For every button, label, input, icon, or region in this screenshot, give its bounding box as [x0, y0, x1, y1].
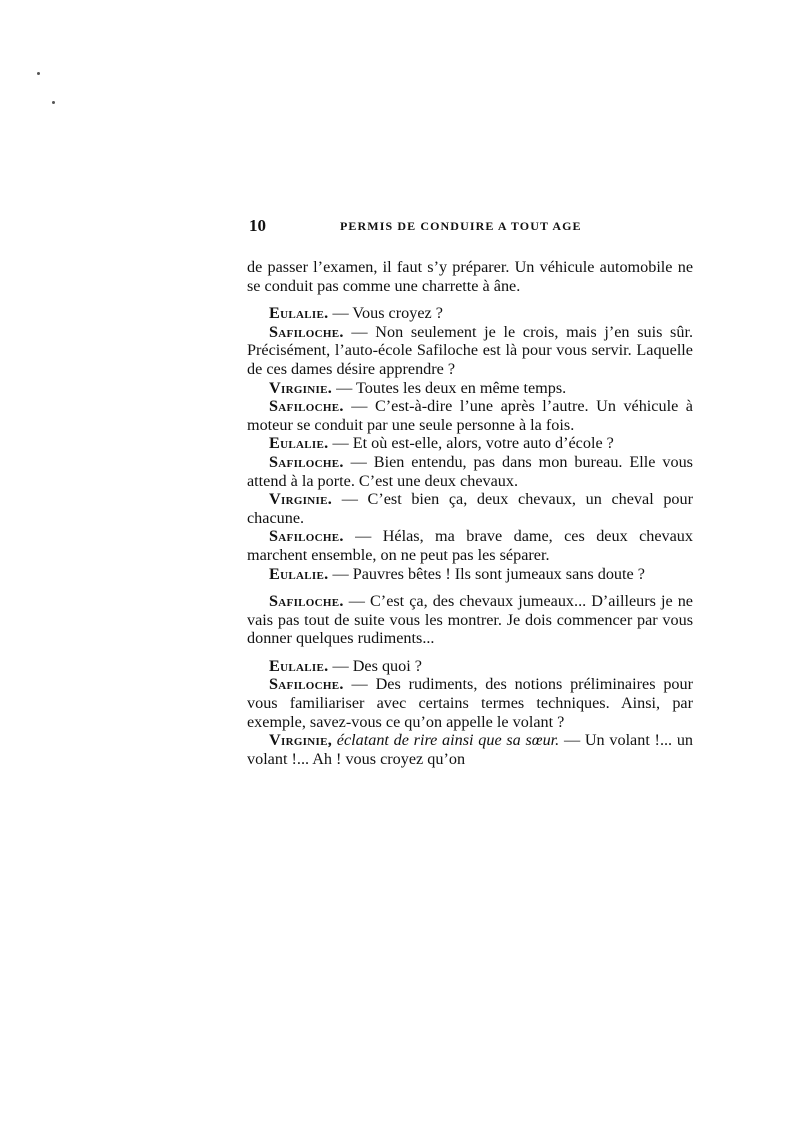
paragraph — [247, 527, 693, 564]
speaker-name: Eulalie. — [269, 434, 329, 453]
paragraph — [247, 323, 693, 379]
running-title: PERMIS DE CONDUIRE A TOUT AGE — [340, 219, 582, 233]
paragraph — [247, 490, 693, 527]
paragraph — [247, 675, 693, 731]
speaker-name: Virginie. — [269, 490, 333, 509]
paragraph — [247, 565, 693, 584]
paragraph — [247, 434, 693, 453]
speaker-name: Eulalie. — [269, 656, 329, 675]
paragraph-text: de passer l’examen, il faut s’y préparer. Un véhicule automobile ne se conduit pas comme une charrette à âne. — [247, 258, 693, 295]
speaker-name: Safiloche. — [269, 527, 344, 546]
paragraph-text: — Toutes les deux en même temps. — [332, 378, 567, 397]
body-text — [247, 258, 693, 768]
speaker-name: Safiloche. — [269, 397, 344, 416]
paragraph — [247, 258, 693, 295]
page-number: 10 — [249, 216, 266, 235]
paragraph-text: — Hélas, ma brave dame, ces deux chevaux marchent ensemble, on ne peut pas les séparer. — [247, 527, 693, 564]
stage-direction: éclatant de rire ainsi que sa sœur. — [332, 731, 560, 750]
speaker-name: Safiloche. — [269, 452, 344, 471]
paragraph-text: — C’est-à-dire l’une après l’autre. Un véhicule à moteur se conduit par une seule personne à la fois. — [247, 397, 693, 434]
speaker-name: Safiloche. — [269, 322, 344, 341]
print-speck — [37, 72, 40, 75]
paragraph-text: — Des quoi ? — [328, 656, 422, 675]
paragraph — [247, 397, 693, 434]
paragraph-text: — Bien entendu, pas dans mon bureau. Elle vous attend à la porte. C’est une deux chevaux. — [247, 452, 693, 490]
paragraph-text: — Un volant !... un volant !... Ah ! vous croyez qu’on — [247, 731, 694, 768]
speaker-name: Virginie, — [269, 731, 333, 750]
paragraph-text: — Vous croyez ? — [328, 304, 443, 323]
paragraph-text: — Des rudiments, des notions préliminaires pour vous familiariser avec certains termes techniques. Ainsi, par exemple, savez-vous ce qu’on appelle le volant ? — [247, 675, 693, 731]
paragraph — [247, 657, 693, 676]
paragraph — [247, 304, 693, 323]
print-speck — [52, 101, 55, 104]
paragraph — [247, 731, 693, 768]
speaker-name: Safiloche. — [269, 592, 344, 611]
speaker-name: Eulalie. — [269, 564, 329, 583]
speaker-name: Virginie. — [269, 378, 333, 397]
paragraph-text: — Non seulement je le crois, mais j’en suis sûr. Précisément, l’auto-école Safiloche est là pour vous servir. Laquelle de ces dames désire apprendre ? — [247, 322, 693, 378]
speaker-name: Safiloche. — [269, 675, 344, 694]
page-header — [247, 216, 693, 238]
speaker-name: Eulalie. — [269, 304, 329, 323]
paragraph-text: — C’est ça, des chevaux jumeaux... D’ailleurs je ne vais pas tout de suite vous les montrer. Je dois commencer par vous donner quelques rudiments... — [247, 592, 693, 648]
paragraph — [247, 592, 693, 648]
paragraph-text: — Et où est-elle, alors, votre auto d’école ? — [328, 434, 614, 453]
paragraph-text: — Pauvres bêtes ! Ils sont jumeaux sans doute ? — [328, 564, 645, 583]
paragraph — [247, 379, 693, 398]
paragraph-text: — C’est bien ça, deux chevaux, un cheval pour chacune. — [247, 490, 693, 527]
paragraph — [247, 453, 693, 490]
